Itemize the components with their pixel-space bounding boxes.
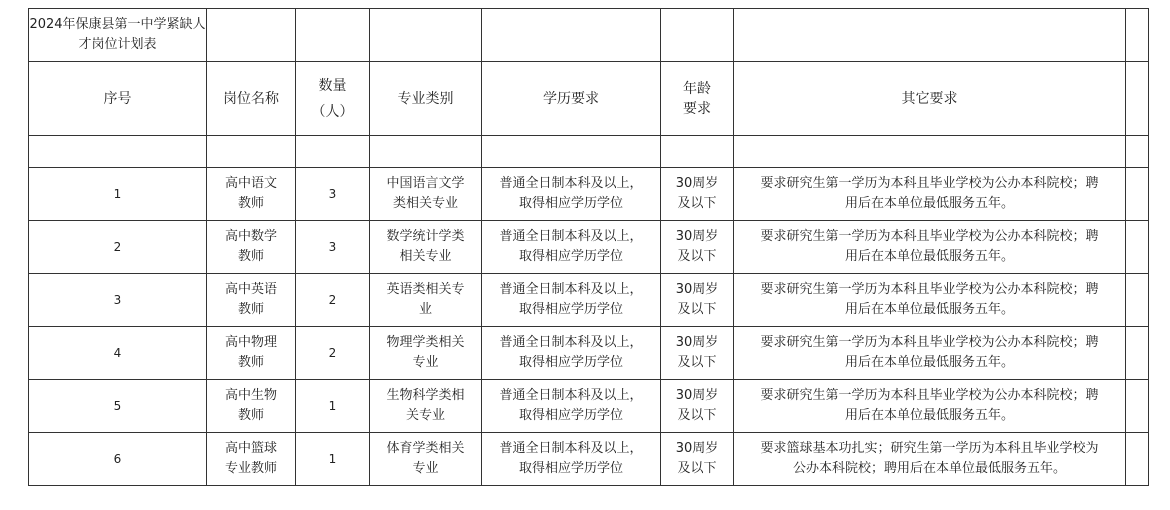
- cell-age: 30周岁 及以下: [661, 433, 734, 486]
- title-row: [29, 9, 1149, 62]
- cell-position: 高中英语 教师: [207, 274, 296, 327]
- empty-cell: [1126, 9, 1149, 62]
- empty-cell: [296, 9, 370, 62]
- cell-major: 数学统计学类 相关专业: [370, 221, 482, 274]
- cell-position: 高中物理 教师: [207, 327, 296, 380]
- cell-education: 普通全日制本科及以上， 取得相应学历学位: [482, 433, 661, 486]
- table-row: [29, 433, 1149, 486]
- empty-cell: [1126, 168, 1149, 221]
- header-major: 专业类别: [370, 62, 482, 136]
- header-seq: 序号: [29, 62, 207, 136]
- empty-cell: [370, 136, 482, 168]
- header-other: 其它要求: [734, 62, 1126, 136]
- cell-age: 30周岁 及以下: [661, 327, 734, 380]
- cell-age: 30周岁 及以下: [661, 274, 734, 327]
- cell-count: 2: [296, 327, 370, 380]
- cell-education: 普通全日制本科及以上， 取得相应学历学位: [482, 274, 661, 327]
- empty-cell: [1126, 327, 1149, 380]
- empty-cell: [661, 136, 734, 168]
- cell-count: 3: [296, 221, 370, 274]
- table-row: [29, 380, 1149, 433]
- empty-cell: [1126, 433, 1149, 486]
- empty-cell: [1126, 380, 1149, 433]
- empty-cell: [1126, 62, 1149, 136]
- cell-seq: 2: [29, 221, 207, 274]
- cell-education: 普通全日制本科及以上， 取得相应学历学位: [482, 168, 661, 221]
- spacer-row: [29, 136, 1149, 168]
- cell-other: 要求研究生第一学历为本科且毕业学校为公办本科院校；聘 用后在本单位最低服务五年。: [734, 380, 1126, 433]
- table-row: [29, 221, 1149, 274]
- cell-position: 高中篮球 专业教师: [207, 433, 296, 486]
- cell-age: 30周岁 及以下: [661, 168, 734, 221]
- cell-other: 要求研究生第一学历为本科且毕业学校为公办本科院校；聘 用后在本单位最低服务五年。: [734, 327, 1126, 380]
- empty-cell: [482, 9, 661, 62]
- empty-cell: [207, 136, 296, 168]
- cell-major: 物理学类相关 专业: [370, 327, 482, 380]
- cell-education: 普通全日制本科及以上， 取得相应学历学位: [482, 380, 661, 433]
- header-age: 年龄 要求: [661, 62, 734, 136]
- cell-seq: 6: [29, 433, 207, 486]
- cell-seq: 5: [29, 380, 207, 433]
- empty-cell: [370, 9, 482, 62]
- empty-cell: [296, 136, 370, 168]
- cell-other: 要求研究生第一学历为本科且毕业学校为公办本科院校；聘 用后在本单位最低服务五年。: [734, 274, 1126, 327]
- empty-cell: [1126, 221, 1149, 274]
- cell-other: 要求研究生第一学历为本科且毕业学校为公办本科院校；聘 用后在本单位最低服务五年。: [734, 168, 1126, 221]
- cell-other: 要求篮球基本功扎实；研究生第一学历为本科且毕业学校为 公办本科院校；聘用后在本单位最低服务五年。: [734, 433, 1126, 486]
- cell-major: 英语类相关专 业: [370, 274, 482, 327]
- cell-seq: 4: [29, 327, 207, 380]
- empty-cell: [734, 9, 1126, 62]
- cell-position: 高中生物 教师: [207, 380, 296, 433]
- empty-cell: [1126, 274, 1149, 327]
- cell-education: 普通全日制本科及以上， 取得相应学历学位: [482, 327, 661, 380]
- cell-major: 生物科学类相 关专业: [370, 380, 482, 433]
- cell-count: 1: [296, 433, 370, 486]
- empty-cell: [661, 9, 734, 62]
- cell-age: 30周岁 及以下: [661, 221, 734, 274]
- empty-cell: [207, 9, 296, 62]
- empty-cell: [1126, 136, 1149, 168]
- cell-age: 30周岁 及以下: [661, 380, 734, 433]
- cell-count: 2: [296, 274, 370, 327]
- empty-cell: [482, 136, 661, 168]
- cell-education: 普通全日制本科及以上， 取得相应学历学位: [482, 221, 661, 274]
- header-count: 数量 （人）: [296, 62, 370, 136]
- position-plan-table: [28, 8, 1149, 486]
- table-title: 2024年保康县第一中学紧缺人才岗位计划表: [29, 9, 207, 62]
- empty-cell: [734, 136, 1126, 168]
- cell-seq: 1: [29, 168, 207, 221]
- empty-cell: [29, 136, 207, 168]
- header-row: [29, 62, 1149, 136]
- cell-position: 高中数学 教师: [207, 221, 296, 274]
- table-row: [29, 168, 1149, 221]
- cell-count: 3: [296, 168, 370, 221]
- cell-major: 体育学类相关 专业: [370, 433, 482, 486]
- header-position: 岗位名称: [207, 62, 296, 136]
- table-row: [29, 274, 1149, 327]
- cell-major: 中国语言文学 类相关专业: [370, 168, 482, 221]
- cell-seq: 3: [29, 274, 207, 327]
- table-row: [29, 327, 1149, 380]
- cell-position: 高中语文 教师: [207, 168, 296, 221]
- cell-count: 1: [296, 380, 370, 433]
- cell-other: 要求研究生第一学历为本科且毕业学校为公办本科院校；聘 用后在本单位最低服务五年。: [734, 221, 1126, 274]
- header-education: 学历要求: [482, 62, 661, 136]
